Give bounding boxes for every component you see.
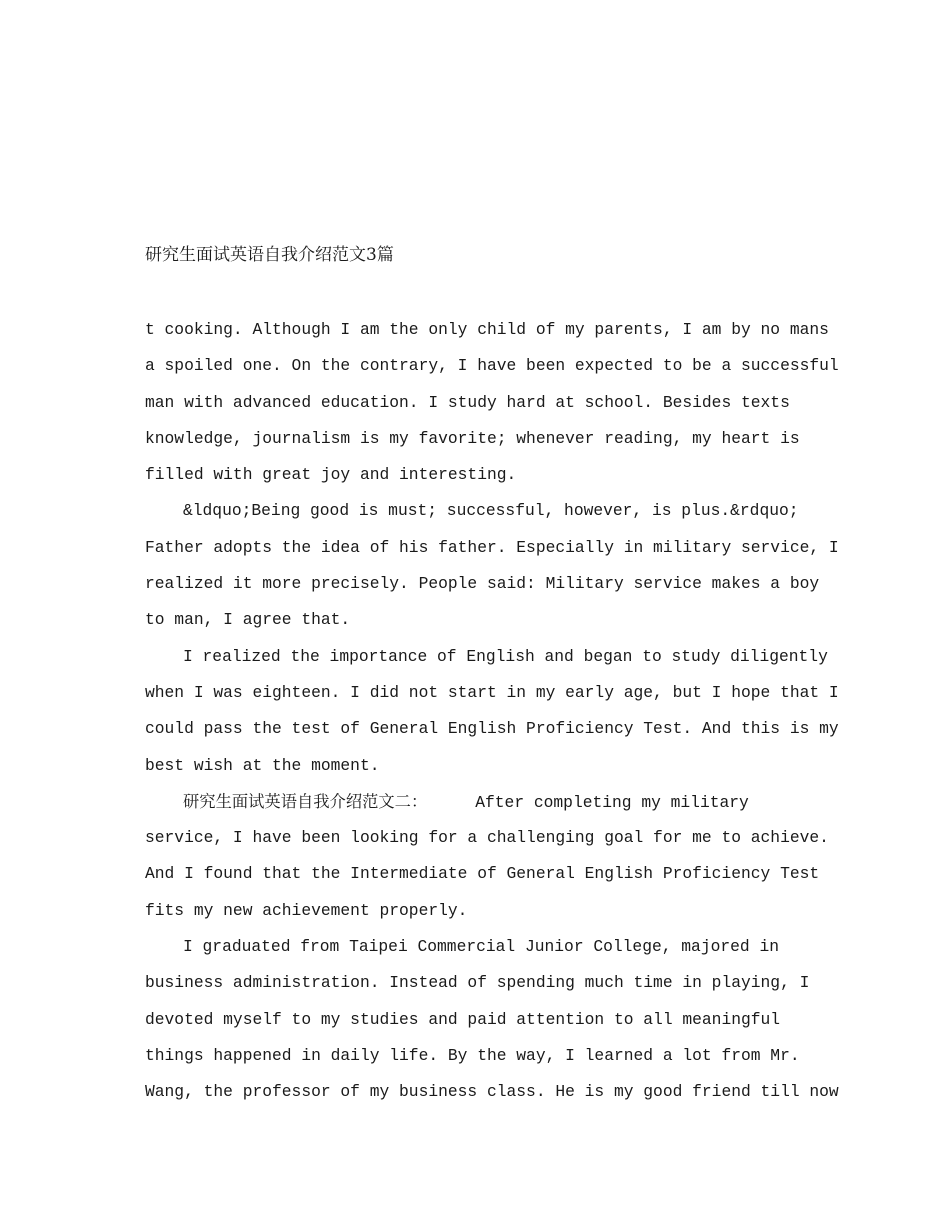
text-line: filled with great joy and interesting. — [145, 465, 517, 485]
text-line: devoted myself to my studies and paid attention to all meaningful — [145, 1009, 781, 1029]
text-line: man with advanced education. I study hard at school. Besides texts — [145, 392, 790, 412]
text-line: &ldquo;Being good is must; successful, however, is plus.&rdquo; — [183, 501, 799, 521]
text-line: a spoiled one. On the contrary, I have been expected to be a successful — [145, 356, 839, 376]
document-body — [145, 312, 839, 1111]
text-line: Father adopts the idea of his father. Especially in military service, I — [145, 537, 839, 557]
text-line: service, I have been looking for a challenging goal for me to achieve. — [145, 828, 829, 848]
section-text: After completing my military — [475, 792, 749, 812]
text-line: I realized the importance of English and began to study diligently — [183, 646, 828, 666]
text-line: realized it more precisely. People said: Military service makes a boy — [145, 574, 820, 594]
text-line: could pass the test of General English Proficiency Test. And this is my — [145, 719, 839, 739]
text-line: things happened in daily life. By the way, I learned a lot from Mr. — [145, 1045, 800, 1065]
document-title: 研究生面试英语自我介绍范文3篇 — [145, 245, 394, 265]
text-line: I graduated from Taipei Commercial Junior College, majored in — [183, 937, 779, 957]
section-heading: 研究生面试英语自我介绍范文二： — [183, 791, 428, 811]
text-line: fits my new achievement properly. — [145, 900, 468, 920]
text-line: knowledge, journalism is my favorite; whenever reading, my heart is — [145, 428, 800, 448]
text-line: business administration. Instead of spending much time in playing, I — [145, 973, 810, 993]
text-line: to man, I agree that. — [145, 610, 351, 630]
text-line: when I was eighteen. I did not start in my early age, but I hope that I — [145, 682, 839, 702]
text-line: Wang, the professor of my business class. He is my good friend till now — [145, 1082, 839, 1102]
text-line: best wish at the moment. — [145, 755, 380, 775]
text-line — [145, 784, 815, 820]
text-line: t cooking. Although I am the only child of my parents, I am by no mans — [145, 320, 829, 339]
text-line: And I found that the Intermediate of General English Proficiency Test — [145, 864, 820, 884]
